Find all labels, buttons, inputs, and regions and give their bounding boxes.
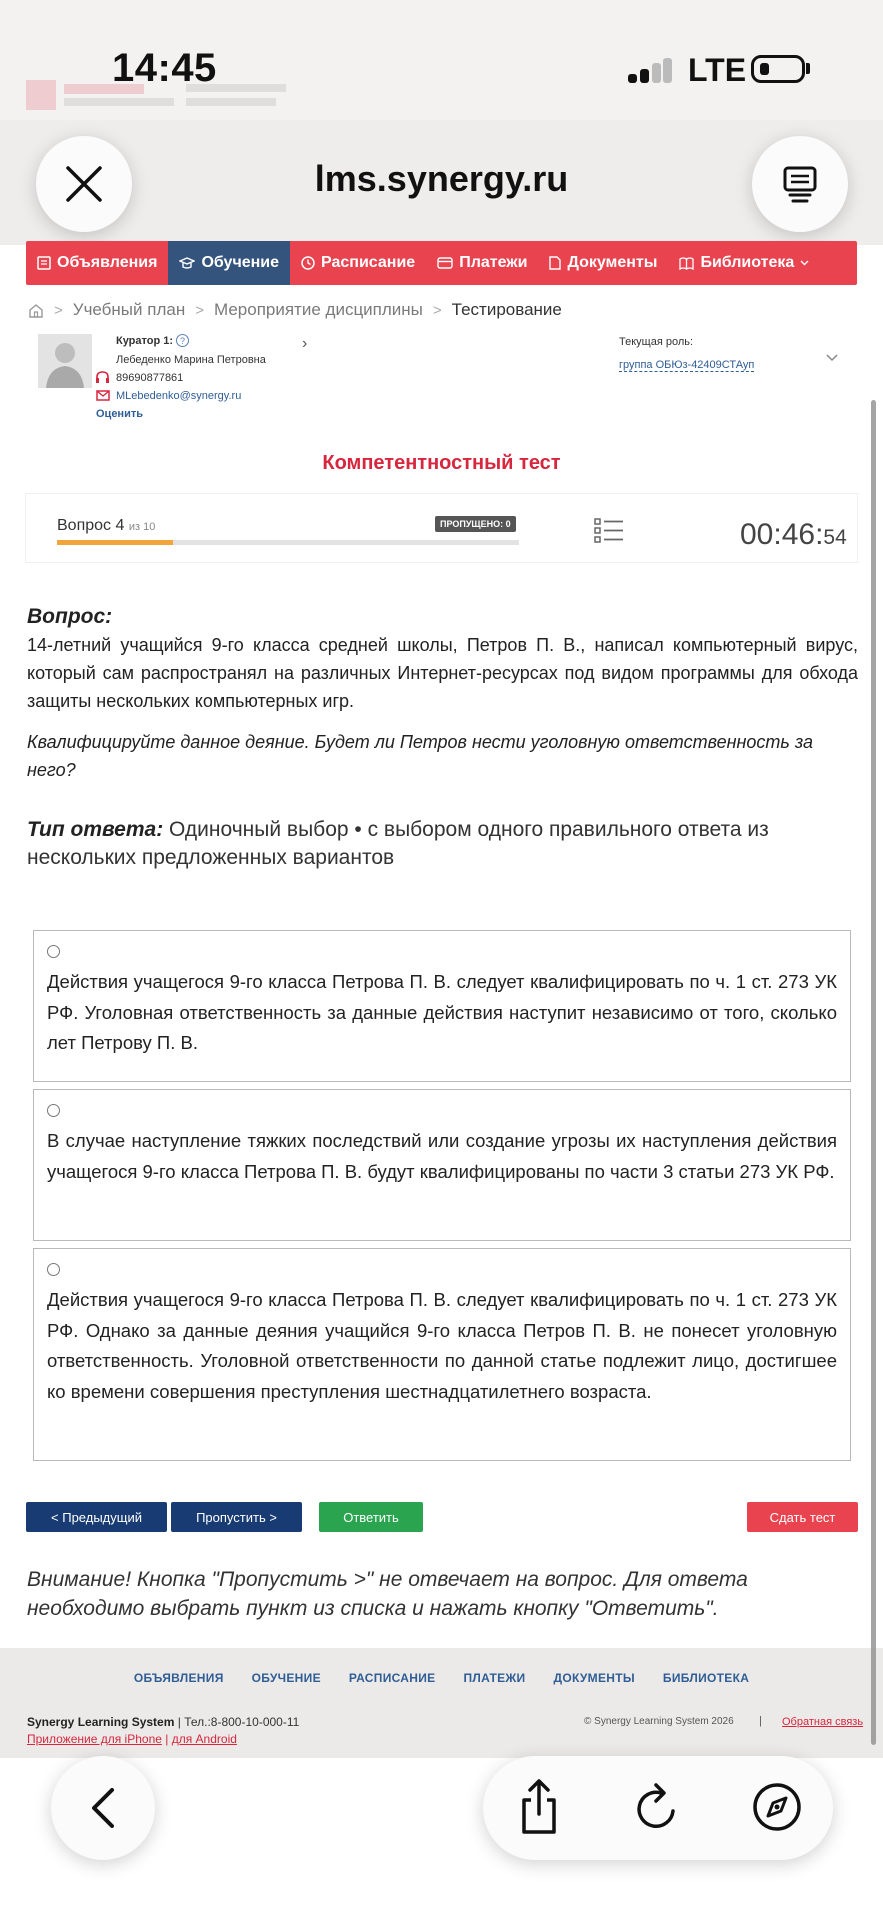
rate-curator-link[interactable]: Оценить bbox=[96, 408, 143, 420]
answer-option-text: В случае наступление тяжких последствий или создание угрозы их наступления действия учащегося 9-го класса Петрова П. В. будут квалифицированы по части 3 статьи 273 УК РФ. bbox=[47, 1130, 837, 1182]
nav-label: Библиотека bbox=[700, 254, 795, 271]
graduation-cap-icon bbox=[179, 256, 195, 270]
browser-url[interactable]: lms.synergy.ru bbox=[314, 158, 569, 199]
chevron-down-icon bbox=[800, 260, 809, 266]
radio-button[interactable] bbox=[47, 1263, 60, 1276]
document-icon bbox=[549, 256, 561, 270]
share-icon[interactable] bbox=[512, 1778, 566, 1836]
footer-links bbox=[0, 1671, 883, 1685]
compass-icon[interactable] bbox=[750, 1780, 804, 1834]
radio-button[interactable] bbox=[47, 945, 60, 958]
footer-brand: Synergy Learning System | Тел.:8-800-10-000-11 bbox=[27, 1715, 300, 1729]
radio-button[interactable] bbox=[47, 1104, 60, 1117]
help-icon[interactable]: ? bbox=[176, 334, 189, 347]
nav-label: Объявления bbox=[57, 254, 158, 271]
home-icon[interactable] bbox=[28, 303, 44, 318]
curator-name: Лебеденко Марина Петровна bbox=[116, 354, 266, 366]
nav-label: Расписание bbox=[321, 254, 416, 271]
reader-mode-button[interactable] bbox=[752, 136, 848, 232]
footer-brand-name: Synergy Learning System bbox=[27, 1715, 175, 1729]
answer-type-value: Одиночный выбор • с выбором одного правильного ответа из нескольких предложенных вариантов bbox=[27, 818, 769, 869]
headset-icon bbox=[95, 370, 110, 384]
test-progress-bar bbox=[57, 540, 519, 545]
mail-icon bbox=[96, 390, 110, 401]
timer-seconds: 54 bbox=[823, 526, 847, 549]
chevron-right-icon[interactable]: › bbox=[302, 335, 308, 352]
answer-option[interactable] bbox=[33, 1089, 851, 1241]
chevron-down-icon[interactable] bbox=[826, 354, 838, 362]
book-icon bbox=[679, 257, 694, 270]
reader-icon bbox=[782, 165, 818, 203]
breadcrumb-discipline-event[interactable]: Мероприятие дисциплины bbox=[213, 300, 423, 319]
answer-option-text: Действия учащегося 9-го класса Петрова П. В. следует квалифицировать по ч. 1 ст. 273 УК РФ. Однако за данные деяния учащийся 9-го класса Петров П. В. не понесет уголовную ответственность. Уголовной ответственности по данной статье подлежит лицо, достигшее ко времени совершения преступления шестнадцатилетнего возраста. bbox=[47, 1289, 837, 1402]
skip-warning: Внимание! Кнопка "Пропустить >" не отвечает на вопрос. Для ответа необходимо выбрать пункт из списка и нажать кнопку "Ответить". bbox=[27, 1568, 748, 1620]
breadcrumb-separator: > bbox=[432, 301, 442, 319]
nav-item-payments[interactable] bbox=[426, 241, 538, 285]
battery-tip bbox=[806, 63, 810, 74]
role-label: Текущая роль: bbox=[619, 336, 694, 348]
curator-phone: 89690877861 bbox=[116, 372, 184, 384]
role-select[interactable]: группа ОБЮз-42409СТАуп bbox=[619, 359, 755, 371]
footer-apps: Приложение для iPhone | для Android bbox=[27, 1732, 237, 1746]
timer-main: 00:46: bbox=[740, 518, 824, 551]
clock-icon bbox=[301, 256, 315, 270]
answer-type-label: Тип ответа: bbox=[27, 818, 164, 841]
question-task: Квалифицируйте данное деяние. Будет ли Петров нести уголовную ответственность за него? bbox=[27, 732, 814, 780]
status-time: 14:45 bbox=[112, 46, 217, 90]
nav-item-library[interactable] bbox=[668, 241, 820, 285]
curator-avatar bbox=[38, 334, 92, 388]
test-title: Компетентностный тест bbox=[322, 452, 561, 474]
iphone-app-link[interactable]: Приложение для iPhone bbox=[27, 1732, 162, 1746]
footer-link-announcements[interactable]: ОБЪЯВЛЕНИЯ bbox=[133, 1671, 224, 1685]
footer-copyright: © Synergy Learning System 2026 bbox=[584, 1716, 734, 1727]
answer-option-text: Действия учащегося 9-го класса Петрова П. В. следует квалифицировать по ч. 1 ст. 273 УК РФ. Уголовная ответственность за данные действия наступит независимо от того, сколько лет Петрову П. В. bbox=[47, 971, 837, 1053]
skip-button[interactable]: Пропустить > bbox=[171, 1502, 302, 1532]
footer-phone: Тел.:8-800-10-000-11 bbox=[184, 1715, 300, 1729]
answer-button[interactable]: Ответить bbox=[319, 1502, 423, 1532]
battery-icon bbox=[751, 55, 805, 83]
submit-test-button[interactable]: Сдать тест bbox=[747, 1502, 858, 1532]
breadcrumb-current: Тестирование bbox=[451, 300, 562, 319]
nav-label: Документы bbox=[567, 254, 658, 271]
breadcrumb bbox=[28, 300, 562, 320]
previous-button[interactable]: < Предыдущий bbox=[26, 1502, 167, 1532]
footer-link-payments[interactable]: ПЛАТЕЖИ bbox=[463, 1671, 526, 1685]
question-list-icon[interactable] bbox=[594, 518, 624, 544]
nav-item-documents[interactable] bbox=[538, 241, 668, 285]
nav-item-education[interactable] bbox=[168, 241, 290, 285]
curator-email[interactable]: MLebedenko@synergy.ru bbox=[116, 390, 242, 402]
question-number: 4 bbox=[115, 517, 125, 534]
answer-option[interactable] bbox=[33, 930, 851, 1082]
skipped-badge: ПРОПУЩЕНО: 0 bbox=[435, 516, 516, 532]
network-type: LTE bbox=[688, 52, 747, 88]
feedback-link[interactable]: Обратная связь bbox=[782, 1716, 864, 1728]
answer-type bbox=[27, 816, 858, 872]
breadcrumb-separator: > bbox=[195, 301, 204, 319]
footer-link-schedule[interactable]: РАСПИСАНИЕ bbox=[348, 1671, 436, 1685]
chevron-left-icon bbox=[88, 1786, 118, 1830]
footer-link-library[interactable]: БИБЛИОТЕКА bbox=[662, 1671, 750, 1685]
nav-item-schedule[interactable] bbox=[290, 241, 426, 285]
nav-item-announcements[interactable] bbox=[26, 241, 168, 285]
nav-label: Платежи bbox=[459, 254, 528, 271]
android-app-link[interactable]: для Android bbox=[171, 1732, 237, 1746]
progress-fill bbox=[57, 540, 173, 545]
reload-icon[interactable] bbox=[630, 1779, 684, 1835]
test-timer bbox=[740, 518, 847, 552]
question-prefix: Вопрос bbox=[57, 517, 112, 534]
question-body: 14-летний учащийся 9-го класса средней школы, Петров П. В., написал компьютерный вирус, который сам распространял на различных Интернет-ресурсах под видом программы для обхода защиты нескольких компьютерных игр. bbox=[27, 635, 858, 711]
answer-option[interactable] bbox=[33, 1248, 851, 1461]
scrollbar[interactable] bbox=[871, 400, 876, 1745]
wallet-icon bbox=[437, 257, 453, 269]
nav-label: Обучение bbox=[201, 254, 280, 271]
footer-link-documents[interactable]: ДОКУМЕНТЫ bbox=[553, 1671, 635, 1685]
footer-link-education[interactable]: ОБУЧЕНИЕ bbox=[251, 1671, 321, 1685]
breadcrumb-study-plan[interactable]: Учебный план bbox=[72, 300, 186, 319]
curator-title: Куратор 1: bbox=[116, 335, 174, 347]
back-button[interactable] bbox=[51, 1756, 155, 1860]
footer-divider: | bbox=[759, 1715, 762, 1727]
signal-icon bbox=[628, 58, 672, 88]
main-nav bbox=[26, 241, 857, 285]
announcements-icon bbox=[37, 256, 51, 270]
question-counter bbox=[57, 517, 155, 535]
question-heading: Вопрос: bbox=[27, 605, 113, 628]
breadcrumb-separator: > bbox=[54, 301, 63, 319]
question-total: из 10 bbox=[128, 521, 156, 533]
